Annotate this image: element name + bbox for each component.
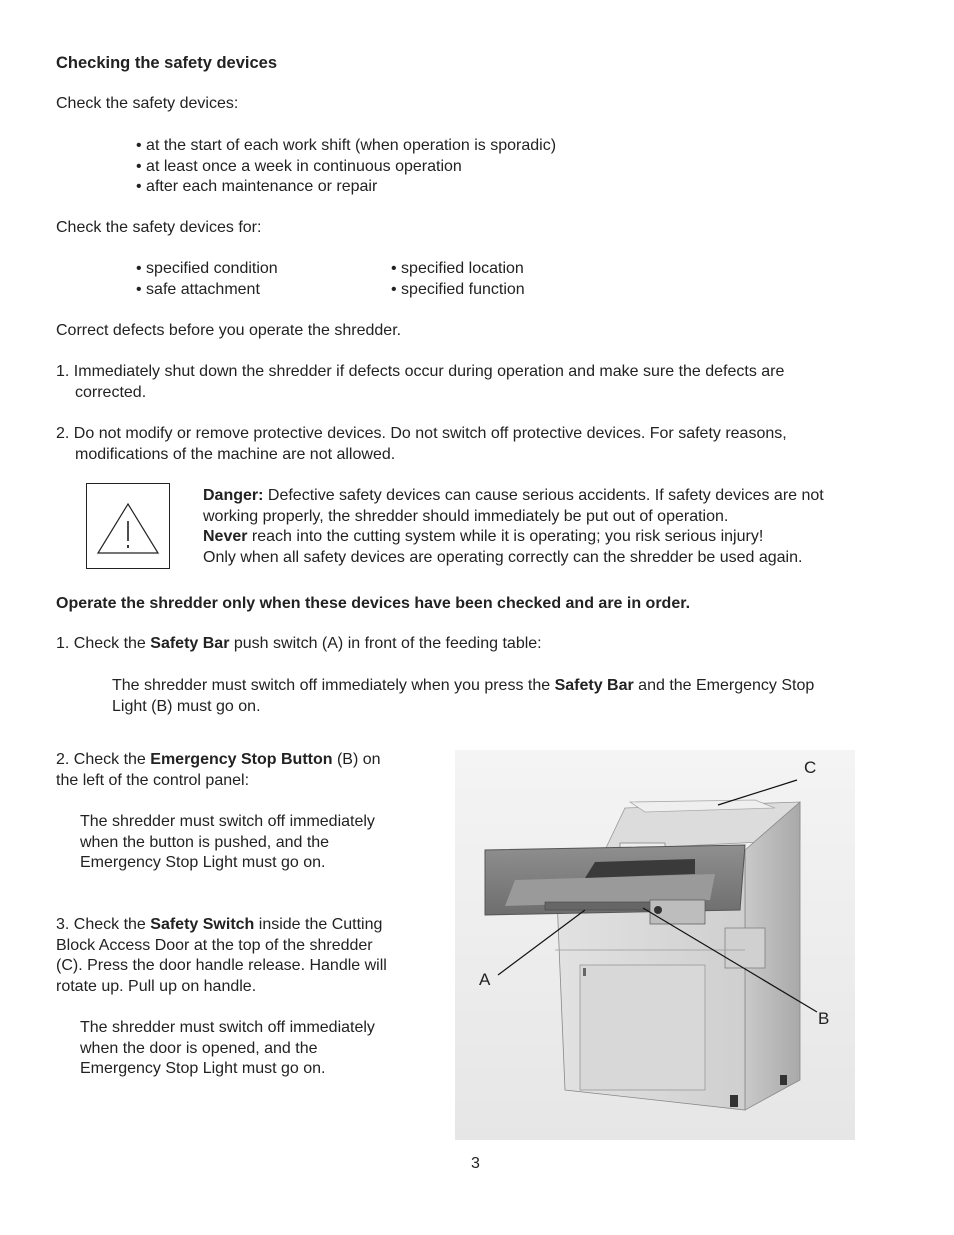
page-title: Checking the safety devices: [56, 54, 278, 72]
check-1-post: push switch (A) in front of the feeding table:: [229, 635, 542, 652]
step-2-line-2: modifications of the machine are not allowed.: [75, 445, 396, 463]
check-1-detail-pre: The shredder must switch off immediately when you press the: [112, 677, 555, 694]
callout-a-label: A: [479, 970, 491, 989]
check-2-detail-line: The shredder must switch off immediately: [80, 813, 375, 830]
check-3-detail-line: The shredder must switch off immediately: [80, 1019, 375, 1036]
list-item: • specified condition: [136, 260, 278, 277]
check-1-bold: Safety Bar: [150, 635, 230, 652]
callout-b-label: B: [818, 1009, 830, 1028]
check-3-line-3: (C). Press the door handle release. Handle will: [56, 957, 387, 974]
shredder-photo: [455, 750, 855, 1140]
step-2-line-1: 2. Do not modify or remove protective devices. Do not switch off protective devices. For safety reasons,: [56, 425, 787, 442]
list-item: • at the start of each work shift (when operation is sporadic): [136, 137, 557, 154]
check-3: [56, 915, 387, 997]
operate-note: Operate the shredder only when these devices have been checked and are in order.: [56, 595, 691, 612]
check-1-detail-line-2: Light (B) must go on.: [112, 697, 261, 715]
step-1-line-1: 1. Immediately shut down the shredder if defects occur during operation and make sure the defects are: [56, 363, 785, 380]
check-1: [56, 634, 542, 655]
check-3-detail: [80, 1018, 375, 1080]
callout-c-label: C: [804, 758, 817, 777]
check-2-line-2: the left of the control panel:: [56, 771, 250, 789]
when-list: [136, 136, 556, 198]
check-3-detail-line: when the door is opened, and the: [80, 1039, 318, 1057]
check-1-detail-post: and the Emergency Stop: [633, 677, 815, 694]
check-3-post: inside the Cutting: [254, 916, 383, 933]
check-3-line-2: Block Access Door at the top of the shredder: [56, 936, 373, 954]
step-1: [56, 362, 784, 403]
check-2: [56, 750, 381, 791]
intro-for-text: Check the safety devices for:: [56, 219, 262, 236]
check-1-pre: 1. Check the: [56, 635, 151, 652]
for-list-right: [391, 259, 525, 300]
check-2-detail-line: Emergency Stop Light must go on.: [80, 854, 326, 871]
check-3-pre: 3. Check the: [56, 916, 151, 933]
check-2-pre: 2. Check the: [56, 751, 151, 768]
warning-box: [86, 483, 170, 569]
danger-notice: [203, 486, 893, 568]
list-item: • specified function: [391, 280, 525, 298]
check-1-detail-bold: Safety Bar: [554, 677, 634, 694]
only-text: Only when all safety devices are operating correctly can the shredder be used again.: [203, 548, 803, 566]
never-text: reach into the cutting system while it is operating; you risk serious injury!: [247, 528, 764, 545]
list-item: • specified location: [391, 260, 524, 277]
never-label: Never: [203, 528, 248, 545]
for-list-left: [136, 259, 278, 300]
page-number: 3: [471, 1155, 480, 1172]
danger-label: Danger:: [203, 487, 264, 504]
check-3-bold: Safety Switch: [150, 916, 255, 933]
check-2-bold: Emergency Stop Button: [150, 751, 333, 768]
check-2-detail: [80, 812, 375, 874]
list-item: • at least once a week in continuous operation: [136, 157, 462, 175]
step-2: [56, 424, 787, 465]
check-3-detail-line: Emergency Stop Light must go on.: [80, 1060, 326, 1077]
danger-text: Defective safety devices can cause serious accidents. If safety devices are not: [263, 487, 824, 504]
check-3-line-4: rotate up. Pull up on handle.: [56, 977, 257, 995]
intro-when-text: Check the safety devices:: [56, 95, 239, 112]
correct-defects-text: Correct defects before you operate the shredder.: [56, 322, 402, 339]
check-2-detail-line: when the button is pushed, and the: [80, 833, 330, 851]
list-item: • after each maintenance or repair: [136, 178, 378, 195]
check-1-detail: [112, 676, 814, 717]
step-1-line-2: corrected.: [75, 383, 147, 401]
danger-text-2: working properly, the shredder should immediately be put out of operation.: [203, 507, 729, 525]
check-2-post: (B) on: [332, 751, 381, 768]
list-item: • safe attachment: [136, 280, 260, 298]
warning-triangle-icon: [87, 484, 168, 567]
